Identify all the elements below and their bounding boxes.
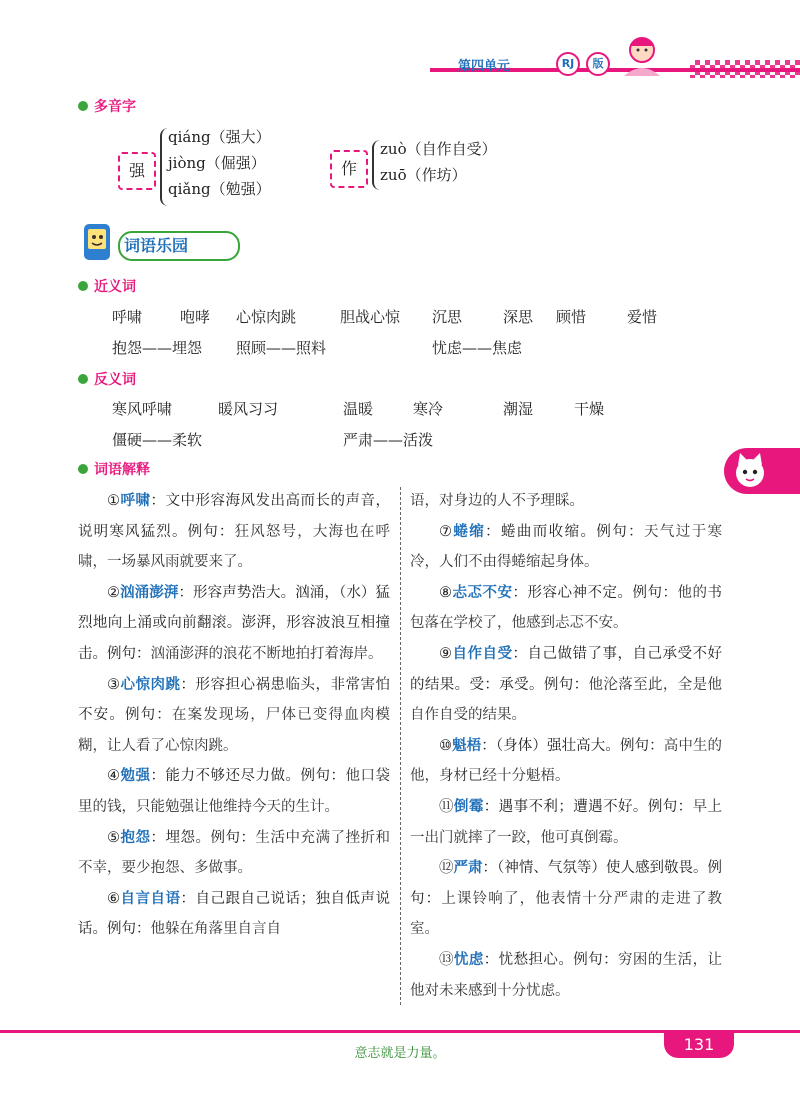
- explanation-entry: ④勉强：能力不够还尽力做。例句：他口袋里的钱，只能勉强让他维持今天的生计。: [78, 767, 390, 815]
- explanations-right-column: [410, 486, 722, 1006]
- explanation-entry: ①呼啸：文中形容海风发出高而长的声音，说明寒风猛烈。例句：狂风怒号，大海也在呼啸，一场暴风雨就要来了。: [78, 492, 390, 571]
- antonym-pair: 僵硬——柔软: [112, 431, 203, 449]
- explanation-entry: ②汹涌澎湃：形容声势浩大。汹涌，（水）猛烈地向上涌或向前翻滚。澎湃，形容波浪互相撞击。例句：汹涌澎湃的浪花不断地拍打着海岸。: [78, 583, 391, 662]
- synonym-word: 心惊肉跳: [236, 308, 297, 326]
- explanations-heading: 词语解释: [78, 459, 150, 479]
- antonym-pair: 严肃——活泼: [343, 431, 434, 449]
- bullet-icon: [78, 464, 88, 474]
- explanation-entry: ⑤抱怨：埋怨。例句：生活中充满了挫折和不幸，要少抱怨、多做事。: [78, 828, 390, 877]
- explanation-entry: ⑨自作自受：自己做错了事，自己承受不好的结果。受：承受。例句：他沦落至此，全是他自作自受的结果。: [410, 644, 722, 724]
- edition-badge-2: 版: [586, 52, 610, 76]
- synonyms-heading: 近义词: [78, 276, 136, 296]
- antonym-word: 温暖: [343, 400, 374, 418]
- edition-badge: RJ: [556, 52, 580, 76]
- readings-2: zuò（自作自受） zuō（作坊）: [380, 140, 497, 184]
- antonym-word: 潮湿: [503, 400, 534, 418]
- synonym-pair: 忧虑——焦虑: [432, 339, 523, 357]
- synonym-word: 爱惜: [627, 308, 658, 326]
- explanation-entry: 语，对身边的人不予理睬。: [410, 493, 584, 509]
- antonym-word: 寒风呼啸: [112, 400, 173, 418]
- polyphonic-char-2: 作: [330, 150, 368, 188]
- cartoon-girl-icon: [612, 30, 672, 80]
- antonym-word: 干燥: [574, 400, 605, 418]
- synonym-word: 胆战心惊: [340, 308, 401, 326]
- page-number: 131: [664, 1032, 734, 1058]
- polyphonic-char-1: 强: [118, 152, 156, 190]
- explanation-entry: ⑫严肃：（神情、气氛等）使人感到敬畏。例句：上课铃响了，他表情十分严肃的走进了教室。: [410, 859, 723, 938]
- bullet-icon: [78, 374, 88, 384]
- synonym-word: 顾惜: [556, 308, 587, 326]
- explanation-entry: ③心惊肉跳：形容担心祸患临头，非常害怕不安。例句：在案发现场，尸体已变得血肉模糊，让人看了心惊肉跳。: [78, 675, 391, 754]
- footer-motto: 意志就是力量。: [354, 1046, 446, 1061]
- banner-title: 词语乐园: [124, 236, 189, 255]
- column-divider: [400, 487, 401, 1005]
- bullet-icon: [78, 101, 88, 111]
- antonyms-heading: 反义词: [78, 369, 136, 389]
- explanations-left-column: [78, 486, 390, 945]
- brace-1: [160, 128, 168, 206]
- synonym-word: 深思: [503, 308, 534, 326]
- antonym-word: 寒冷: [413, 400, 444, 418]
- synonym-pair: 抱怨——埋怨: [112, 339, 203, 357]
- readings-1: qiáng（强大） jiòng（倔强） qiǎng（勉强）: [168, 128, 271, 198]
- bullet-icon: [78, 281, 88, 291]
- explanation-entry: ⑪倒霉：遇事不利；遭遇不好。例句：早上一出门就摔了一跤，他可真倒霉。: [410, 797, 723, 846]
- antonym-word: 暖风习习: [218, 400, 279, 418]
- explanation-entry: ⑧忐忑不安：形容心神不定。例句：他的书包落在学校了，他感到忐忑不安。: [410, 583, 722, 632]
- brace-2: [372, 140, 380, 190]
- explanation-entry: ⑬忧虑：忧愁担心。例句：穷困的生活，让他对未来感到十分忧虑。: [410, 950, 723, 999]
- mascot-cat-icon: [730, 451, 770, 491]
- synonym-pair: 照顾——照料: [236, 339, 327, 357]
- synonym-word: 沉思: [432, 308, 463, 326]
- explanation-entry: ⑦蜷缩：蜷曲而收缩。例句：天气过于寒冷，人们不由得蜷缩起身体。: [410, 522, 723, 571]
- synonym-word: 呼啸: [112, 308, 143, 326]
- explanation-entry: ⑩魁梧：（身体）强壮高大。例句：高中生的他，身材已经十分魁梧。: [410, 736, 723, 785]
- explanation-entry: ⑥自言自语：自己跟自己说话；独自低声说话。例句：他躲在角落里自言自: [78, 889, 390, 938]
- phone-mascot-icon: [76, 220, 120, 264]
- header-pattern: [690, 60, 800, 78]
- synonym-word: 咆哮: [180, 308, 211, 326]
- polyphonic-heading: 多音字: [78, 96, 136, 116]
- unit-title: 第四单元: [458, 59, 511, 74]
